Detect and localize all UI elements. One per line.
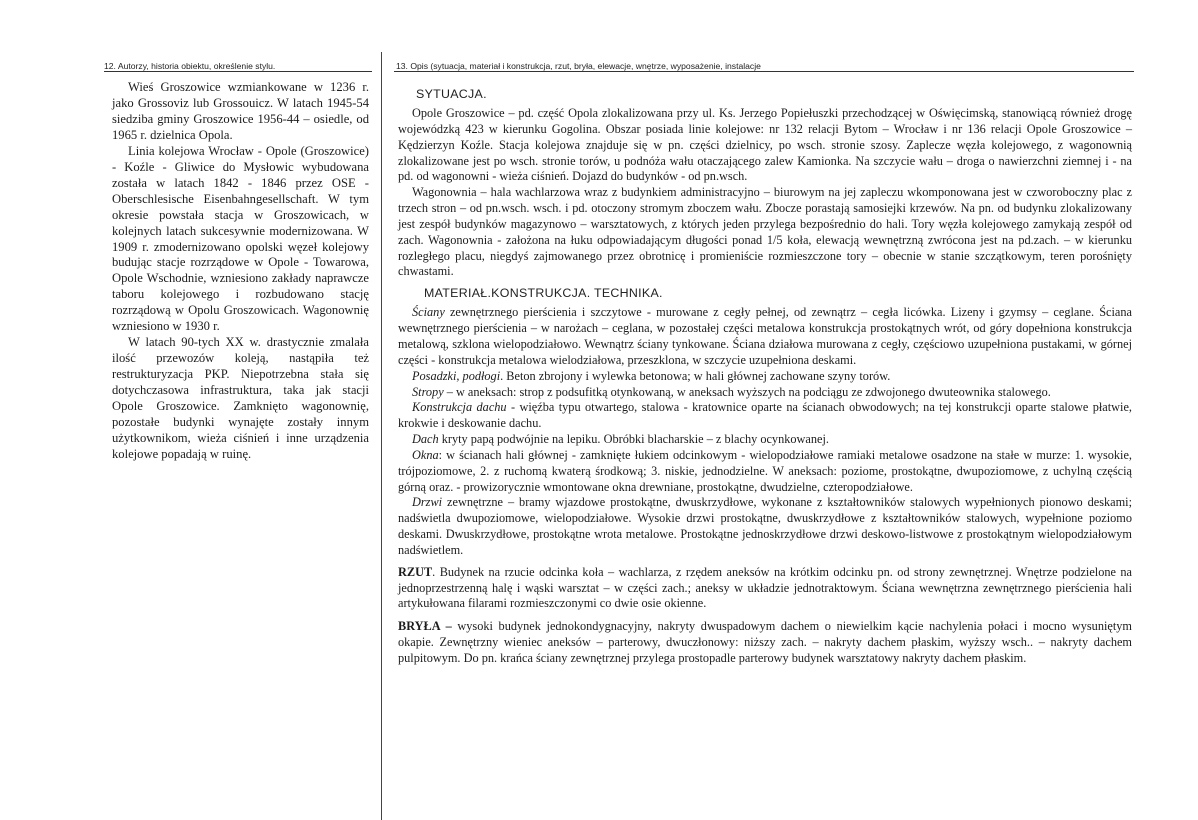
history-paragraph: Linia kolejowa Wrocław - Opole (Groszowice) - Koźle - Gliwice do Mysłowic wybudowana została w latach 1842 - 1846 przez OSE - Oberschlesische Eisenbahngesellschaft. W tym okresie powstała stacja w Groszowicach, w kolejnych latach sukcesywnie modernizowana. W 1909 r. zmodernizowano opolski węzeł kolejowy budując stacje rozrządowe w Opole - Towarowa, Opole Wschodnie, wzniesiono zakłady naprawcze taboru kolejowego i rozbudowano stację rozrządową w Opolu Groszowicach. Wagonownię wzniesiono w 1930 r. bbox=[112, 143, 369, 334]
stropy-text: – w aneksach: strop z podsufitką otynkowaną, w aneksach wyższych na podciągu ze zdwojonego dwuteownika stalowego. bbox=[443, 384, 1051, 399]
stropy-term: Stropy bbox=[412, 384, 444, 399]
sciany-paragraph bbox=[398, 305, 1132, 368]
drzwi-paragraph bbox=[398, 495, 1132, 558]
rzut-term: RZUT bbox=[398, 564, 433, 579]
history-paragraph: W latach 90-tych XX w. drastycznie zmalała ilość przewozów koleją, nastąpiła też restrukturyzacja PKP. Niepotrzebna stała się dotychczasowa infrastruktura, taka jak stacji Opole Groszowice. Zamknięto wagonownię, pozostałe budynki wynajęte zostały innym użytkownikom, wieża ciśnień i inne urządzenia kolejowe popadają w ruinę. bbox=[112, 335, 369, 461]
bryla-text: wysoki budynek jednokondygnacyjny, nakryty dwuspadowym dachem o niewielkim kącie nachylenia połaci i mocno wysuniętym okapie. Zewnętrzny wieniec aneksów – parterowy, dwuczłonowy: niższy zach. – nakryty dachem płaskim, wyższy wsch.. – nakryty dachem pulpitowym. Do pn. krańca ściany zewnętrznej przylega prostopadle parterowy budynek warsztatowy nakryty dachem płaskim. bbox=[398, 619, 1132, 665]
sytuacja-paragraph: Wagonownia – hala wachlarzowa wraz z budynkiem administracyjno – biurowym na jej zapleczu wkomponowana jest w czworoboczny plac z trzech stron – od pn.wsch. wsch. i pd. otoczony stromym zboczem wału. Zbocze porastają samosiejki krzewów. Na pn. od budynku zlokalizowany jest zespół budynków magazynowo – warsztatowych, z których jeden przylega bezpośrednio do hali. Tory węzła kolejowego zamykają zespół od zach. Wagonownia - założona na łuku odpowiadającym długości ponad 1/5 koła, elewacją wewnętrzną zwrócona jest na pd.zach. – w kierunku rozległego placu, niegdyś zajmowanego przez obrotnicę i promieniście rozmieszczone tory – obecnie w stanie szczątkowym, teren porośnięty chwastami. bbox=[398, 185, 1132, 279]
heading-rule-right bbox=[394, 71, 1134, 72]
heading-rule-left bbox=[104, 71, 372, 72]
material-heading: MATERIAŁ.KONSTRUKCJA. TECHNIKA. bbox=[424, 286, 663, 301]
dach-term: Dach bbox=[412, 432, 439, 447]
posadzki-text: . Beton zbrojony i wylewka betonowa; w hali głównej zachowane szyny torów. bbox=[500, 368, 891, 383]
description-column bbox=[398, 86, 1132, 667]
okna-paragraph bbox=[398, 448, 1132, 496]
dach-paragraph bbox=[398, 432, 1132, 448]
column-divider bbox=[381, 52, 382, 820]
dach-konstrukcja-paragraph bbox=[398, 400, 1132, 432]
dach-konstrukcja-text: - więźba typu otwartego, stalowa - kratownice oparte na ścianach obwodowych; na tej konstrukcji oparte stalowe płatwie, krokwie i deskowanie dachu. bbox=[398, 400, 1133, 431]
dach-konstrukcja-term: Konstrukcja dachu bbox=[412, 400, 507, 415]
section-13-heading: 13. Opis (sytuacja, materiał i konstrukcja, rzut, bryła, elewacje, wnętrze, wyposażenie, instalacje bbox=[396, 61, 761, 71]
section-12-heading: 12. Autorzy, historia obiektu, określenie stylu. bbox=[104, 61, 276, 71]
rzut-paragraph bbox=[398, 565, 1132, 613]
stropy-paragraph bbox=[398, 385, 1132, 401]
sytuacja-paragraph: Opole Groszowice – pd. część Opola zlokalizowana przy ul. Ks. Jerzego Popiełuszki przechodzącej w Oświęcimską, stanowiącą również drogę wojewódzką 423 w kierunku Gogolina. Obszar posiada linie kolejowe: nr 132 relacji Bytom – Wrocław i nr 136 relacji Opole Groszowice – Kędzierzyn Koźle. Stacja kolejowa znajduje się w pn. części dzielnicy, po wsch. stronie szosy. Zaplecze węzła kolejowego, z wagonownią zlokalizowane jest po wsch. stronie torów, u podnóża wału otaczającego zalew Kamionka. Na szczycie wału – droga o nawierzchni ziemnej i - na pd. od wagonowni - wieża ciśnień. Dojazd do budynków - od pn.wsch. bbox=[398, 106, 1132, 184]
drzwi-term: Drzwi bbox=[412, 495, 443, 510]
posadzki-term: Posadzki, podłogi bbox=[412, 368, 501, 383]
sciany-text: zewnętrznego pierścienia i szczytowe - murowane z cegły pełnej, od zewnątrz – cegła licówka. Lizeny i gzymsy – ceglane. Ściana wewnętrznego pierścienia – w narożach – ceglana, w pozostałej części metalowa konstrukcja prostokątnych wrót, od góry dopełniona konstrukcja metalową, szklona wielopodziałowo. Wewnątrz ściany tynkowane. Ściana działowa murowana z cegły, częściowo uzupełniona pustakami, w górnej części - konstrukcja metalowa wielodziałowa, przeszklona, w szczycie uzupełniona deskami. bbox=[398, 305, 1132, 367]
bryla-paragraph bbox=[398, 619, 1132, 667]
history-column bbox=[112, 80, 369, 463]
drzwi-text: zewnętrzne – bramy wjazdowe prostokątne, dwuskrzydłowe, wykonane z kształtowników stalowych wypełnionych pionowo deskami; nadświetla dwupoziomowe, wielopodziałowe. Wysokie drzwi prostokątne, dwuskrzydłowe z kształtowników stalowych, wypełnione poziomo deskami. Dwuskrzydłowe, prostokątne wrota metalowe. Prostokątne jednoskrzydłowe drzwi deskowo-listwowe z prostokątnym wielopodziałowym nadświetlem. bbox=[398, 495, 1132, 557]
posadzki-paragraph bbox=[398, 369, 1132, 385]
bryla-term: BRYŁA – bbox=[398, 619, 452, 634]
dach-text: kryty papą podwójnie na lepiku. Obróbki blacharskie – z blachy ocynkowanej. bbox=[438, 432, 829, 447]
okna-text: : w ścianach hali głównej - zamknięte łukiem odcinkowym - wielopodziałowe ramiaki metalowe osadzone na stałe w murze: 1. wysokie, trójpoziomowe, 2. z ruchomą kwaterą środkową; 3. niskie, jednodzielne. W aneksach: poziome, prostokątne, dwupoziomowe, z uchylną częścią górną oraz. - prowizorycznie wmontowane okna drewniane, prostokątne, dwudzielne, czteropodziałowe. bbox=[398, 447, 1132, 494]
sytuacja-heading: SYTUACJA. bbox=[416, 87, 487, 101]
rzut-text: . Budynek na rzucie odcinka koła – wachlarza, z rzędem aneksów na krótkim odcinku pn. od strony zewnętrznej. Wnętrze podzielone na jednoprzestrzenną halę i wąski warsztat – w części zach.; aneksy w układzie jednotraktowym. Ściana wewnętrzna zewnętrznego pierścienia hali artykułowana filarami rozmieszczonymi co dwie osie okienne. bbox=[398, 564, 1132, 611]
history-paragraph: Wieś Groszowice wzmiankowane w 1236 r. jako Grossoviz lub Grossouicz. W latach 1945-54 siedziba gminy Groszowice 1956-44 – osiedle, od 1965 r. dzielnica Opola. bbox=[112, 80, 369, 142]
okna-term: Okna bbox=[412, 447, 439, 462]
spacer bbox=[398, 612, 1132, 619]
sciany-term: Ściany bbox=[412, 305, 445, 320]
